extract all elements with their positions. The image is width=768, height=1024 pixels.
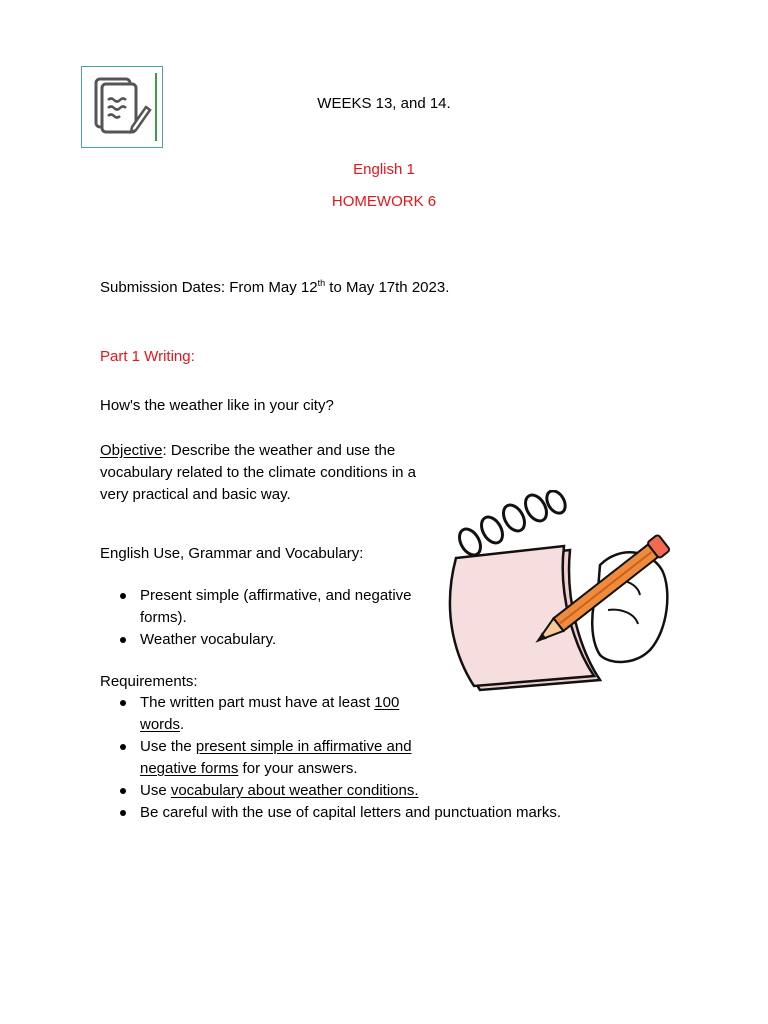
list-item — [115, 585, 445, 629]
objective — [100, 440, 440, 506]
requirements-heading: Requirements: — [100, 673, 198, 690]
submission-label: Submission Dates: — [100, 279, 226, 296]
list-item — [115, 780, 675, 802]
list-item — [115, 629, 445, 651]
req-text: . — [180, 716, 185, 733]
objective-line-1: : Describe the weather and use the — [162, 442, 396, 459]
req-underlined: present simple in affirmative and — [195, 738, 412, 755]
list-item-line: forms). — [140, 609, 187, 626]
list-item — [115, 802, 675, 824]
question: How's the weather like in your city? — [100, 397, 334, 414]
req-text: for your answers. — [238, 760, 358, 777]
requirements-list — [115, 692, 675, 824]
req-underlined: words — [140, 716, 181, 733]
grammar-list — [115, 585, 445, 651]
req-underlined: negative forms — [140, 760, 239, 777]
req-text: The written part must have at least — [140, 694, 375, 711]
submission-dates — [100, 279, 449, 296]
notepad-hand-pencil-illustration — [440, 490, 700, 700]
objective-line-2: vocabulary related to the climate conditions in a — [100, 464, 417, 481]
homework-title: HOMEWORK 6 — [331, 193, 437, 210]
grammar-heading: English Use, Grammar and Vocabulary: — [100, 545, 364, 562]
req-text: Use the — [140, 738, 196, 755]
submission-sup: th — [317, 278, 326, 288]
objective-label: Objective — [100, 442, 163, 459]
course-title: English 1 — [353, 161, 415, 178]
list-item-line: Weather vocabulary. — [140, 631, 277, 648]
part1-heading: Part 1 Writing: — [100, 348, 195, 365]
list-item — [115, 736, 675, 780]
weeks-title: WEEKS 13, and 14. — [317, 95, 451, 112]
req-underlined: vocabulary about weather conditions. — [170, 782, 419, 799]
submission-text-before: From May 12 — [225, 279, 318, 296]
req-text: Use — [140, 782, 171, 799]
submission-text-after: to May 17th 2023. — [325, 279, 450, 296]
req-underlined: 100 — [374, 694, 400, 711]
req-text: Be careful with the use of capital letters and punctuation marks. — [140, 804, 562, 821]
objective-line-3: very practical and basic way. — [100, 486, 291, 503]
list-item-line: Present simple (affirmative, and negative — [140, 587, 412, 604]
